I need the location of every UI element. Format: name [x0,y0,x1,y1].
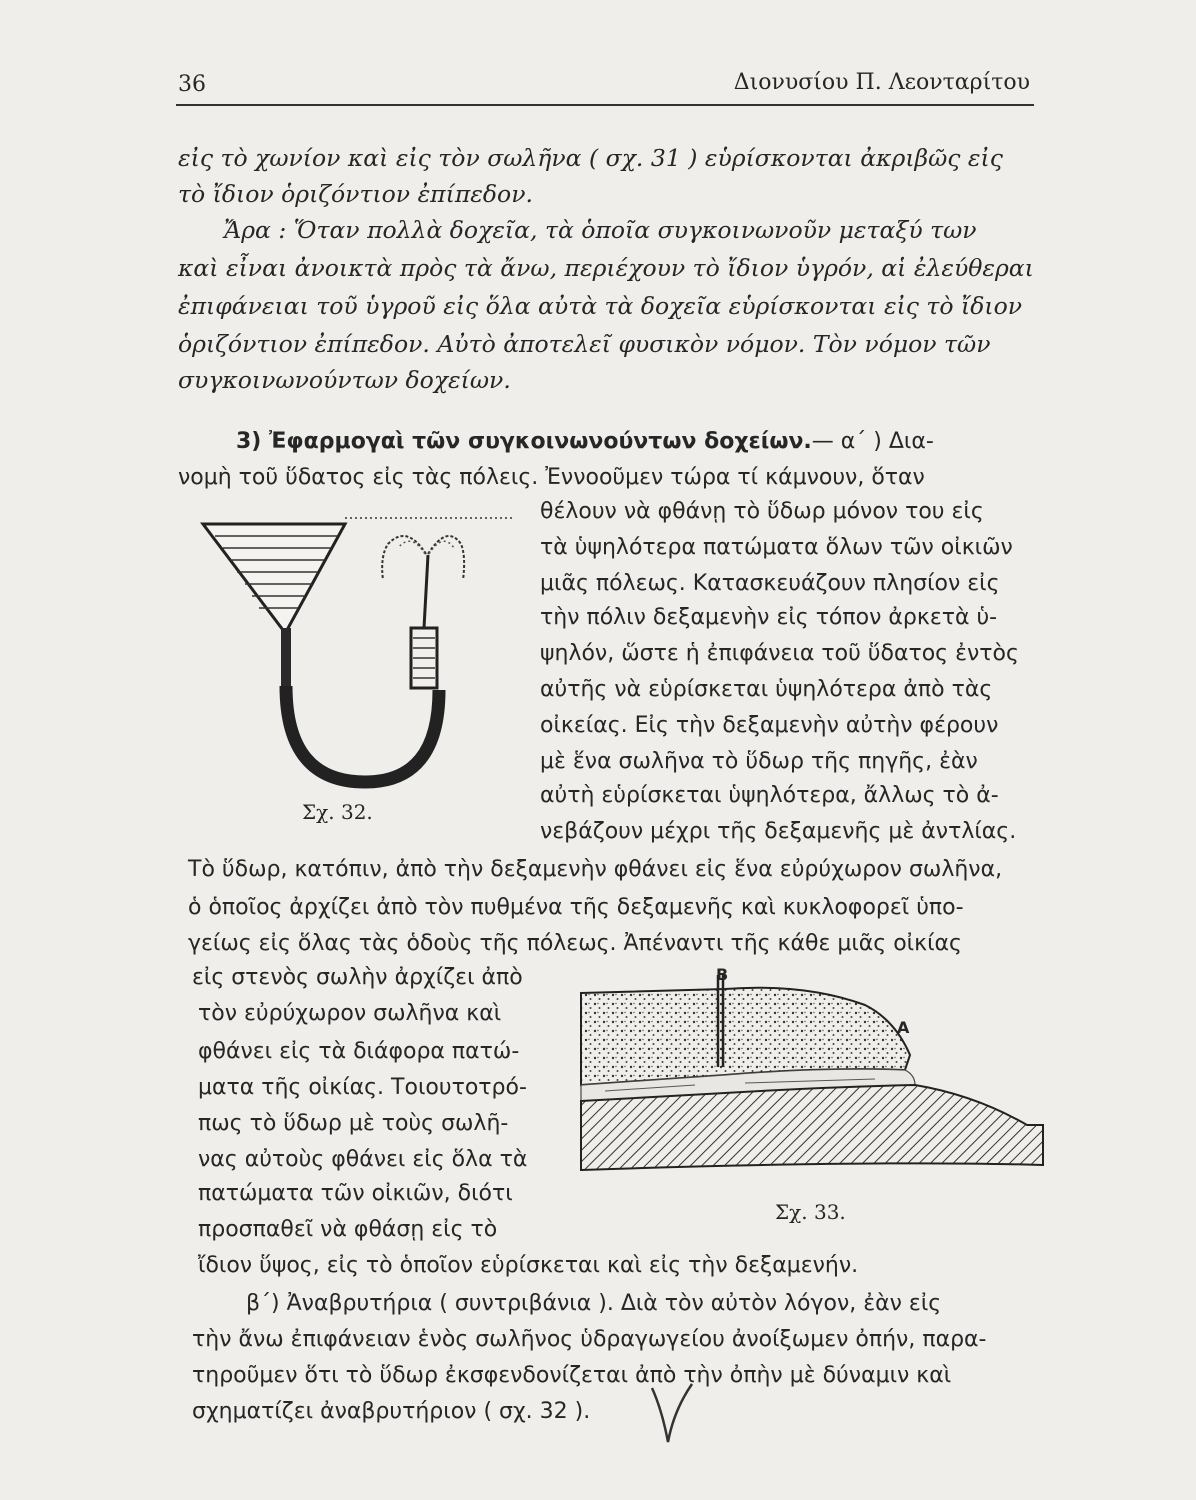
figure-33-label-b: B [716,965,729,984]
section-line-2: νομὴ τοῦ ὕδατος εἰς τὰς πόλεις. Ἐννοοῦμεν τώρα τί κάμνουν, ὅταν [178,465,925,490]
intro-line-1: εἰς τὸ χωνίον καὶ εἰς τὸν σωλῆνα ( σχ. 31 ) εὑρίσκονται ἀκριβῶς εἰς [178,144,1003,172]
fig33-text-line-8: προσπαθεῖ νὰ φθάσῃ εἰς τὸ [198,1217,498,1242]
law-line-5: συγκοινωνούντων δοχείων. [178,366,511,394]
fountain-line-3: τηροῦμεν ὅτι τὸ ὕδωρ ἐκσφενδονίζεται ἀπὸ τὴν ὀπὴν μὲ δύναμιν καὶ [192,1363,952,1388]
fountain-line-4: σχηματίζει ἀναβρυτήριον ( σχ. 32 ). [192,1399,591,1424]
fig33-text-line-7: πατώματα τῶν οἰκιῶν, διότι [198,1181,513,1206]
fig33-text-line-6: νας αὐτοὺς φθάνει εἰς ὅλα τὰ [198,1147,528,1172]
figure-33-caption: Σχ. 33. [775,1200,846,1224]
fig32-text-line-7: οἰκείας. Εἰς τὴν δεξαμενὴν αὐτὴν φέρουν [540,713,999,738]
figure-33-artesian-well [575,975,1055,1195]
figure-33-label-a: A [897,1018,910,1037]
fig32-text-line-1: θέλουν νὰ φθάνῃ τὸ ὕδωρ μόνον του εἰς [540,499,984,524]
handwritten-check-mark [648,1380,708,1460]
fig33-text-line-1: εἰς στενὸς σωλὴν ἀρχίζει ἀπὸ [192,965,523,990]
fig33-text-line-5: πως τὸ ὕδωρ μὲ τοὺς σωλῆ- [198,1111,509,1136]
fountain-line-2: τὴν ἄνω ἐπιφάνειαν ἑνὸς σωλῆνος ὑδραγωγείου ἀνοίξωμεν ὀπήν, παρα- [192,1327,987,1352]
fountain-line-1: β΄) Ἀναβρυτήρια ( συντριβάνια ). Διὰ τὸν αὐτὸν λόγον, ἐὰν εἰς [246,1291,942,1316]
law-line-1: Ἄρα : Ὅταν πολλὰ δοχεῖα, τὰ ὁποῖα συγκοινωνοῦν μεταξύ των [224,216,977,244]
figure-32-connected-vessels [195,510,535,800]
law-line-4: ὁριζόντιον ἐπίπεδον. Αὐτὸ ἀποτελεῖ φυσικὸν νόμον. Τὸν νόμον τῶν [178,330,991,358]
fig32-text-line-10: νεβάζουν μέχρι τῆς δεξαμενῆς μὲ ἀντλίας. [540,819,1017,844]
fig33-text-line-3: φθάνει εἰς τὰ διάφορα πατώ- [198,1039,520,1064]
fig32-text-line-9: αὐτὴ εὑρίσκεται ὑψηλότερα, ἄλλως τὸ ἀ- [540,783,999,808]
after32-line-1: Τὸ ὕδωρ, κατόπιν, ἀπὸ τὴν δεξαμενὴν φθάνει εἰς ἕνα εὐρύχωρον σωλῆνα, [188,857,1003,882]
fig32-text-line-4: τὴν πόλιν δεξαμενὴν εἰς τόπον ἀρκετὰ ὑ- [540,605,998,630]
page-number: 36 [178,72,206,97]
section-heading-tail: — α΄ ) Δια- [811,429,934,454]
fig33-text-line-2: τὸν εὐρύχωρον σωλῆνα καὶ [198,1001,502,1026]
section-heading: 3) Ἐφαρμογαὶ τῶν συγκοινωνούντων δοχείων. [236,429,812,454]
fig33-text-line-9: ἴδιον ὕψος, εἰς τὸ ὁποῖον εὑρίσκεται καὶ εἰς τὴν δεξαμενήν. [198,1253,859,1278]
fig33-text-line-4: ματα τῆς οἰκίας. Τοιουτοτρό- [198,1075,527,1100]
fig32-text-line-5: ψηλόν, ὥστε ἡ ἐπιφάνεια τοῦ ὕδατος ἐντὸς [540,641,1019,666]
fig32-text-line-8: μὲ ἕνα σωλῆνα τὸ ὕδωρ τῆς πηγῆς, ἐὰν [540,749,978,774]
after32-line-3: γείως εἰς ὅλας τὰς ὁδοὺς τῆς πόλεως. Ἀπέναντι τῆς κάθε μιᾶς οἰκίας [188,931,962,956]
section-heading-line [236,424,934,460]
law-line-2: καὶ εἶναι ἀνοικτὰ πρὸς τὰ ἄνω, περιέχουν τὸ ἴδιον ὑγρόν, αἱ ἐλεύθεραι [178,254,1034,282]
fig32-text-line-6: αὐτῆς νὰ εὑρίσκεται ὑψηλότερα ἀπὸ τὰς [540,677,993,702]
header-rule [176,104,1034,106]
fig32-text-line-2: τὰ ὑψηλότερα πατώματα ὅλων τῶν οἰκιῶν [540,535,1013,560]
figure-32-caption: Σχ. 32. [302,800,373,824]
law-line-3: ἐπιφάνειαι τοῦ ὑγροῦ εἰς ὅλα αὐτὰ τὰ δοχεῖα εὑρίσκονται εἰς τὸ ἴδιον [178,292,1023,320]
fig32-text-line-3: μιᾶς πόλεως. Κατασκευάζουν πλησίον εἰς [540,571,1000,596]
running-header-author: Διονυσίου Π. Λεονταρίτου [733,70,1030,95]
intro-line-2: τὸ ἴδιον ὁριζόντιον ἐπίπεδον. [178,180,533,208]
after32-line-2: ὁ ὁποῖος ἀρχίζει ἀπὸ τὸν πυθμένα τῆς δεξαμενῆς καὶ κυκλοφορεῖ ὑπο- [188,895,964,920]
